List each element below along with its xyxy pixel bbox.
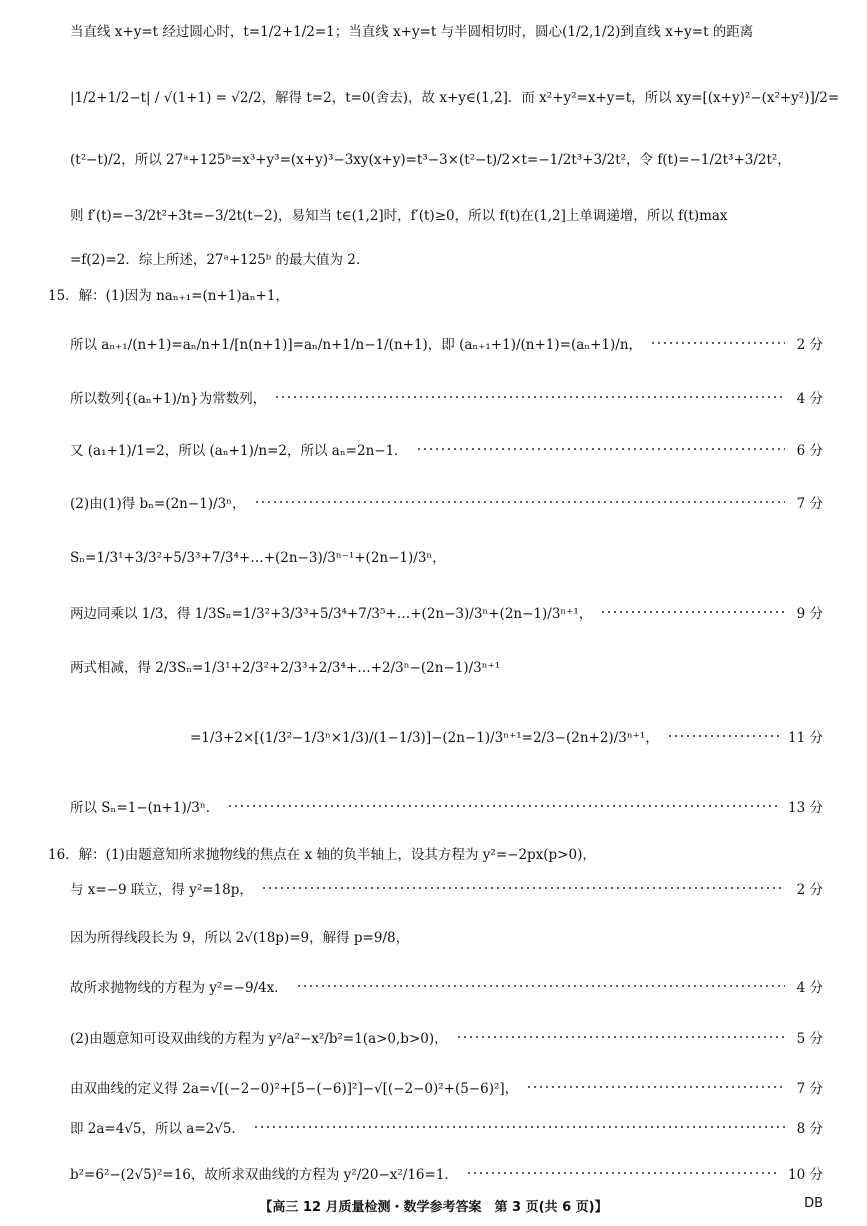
solution-line [70, 333, 823, 353]
score-label: 2 分 [796, 337, 823, 353]
line-text: Sₙ=1/3¹+3/3²+5/3³+7/3⁴+…+(2n−3)/3ⁿ⁻¹+(2n−1)/3ⁿ， [70, 550, 446, 566]
line-text: 16．解：(1)由题意知所求抛物线的焦点在 x 轴的负半轴上，设其方程为 y²=−2px(p>0)， [48, 847, 596, 863]
solution-line [70, 796, 823, 816]
line-text: 所以 Sₙ=1−(n+1)/3ⁿ． [70, 800, 220, 816]
score-label: 7 分 [796, 496, 823, 512]
line-text: (2)由(1)得 bₙ=(2n−1)/3ⁿ， [70, 496, 246, 512]
score-label: 7 分 [796, 1081, 823, 1097]
line-text: b²=6²−(2√5)²=16，故所求双曲线的方程为 y²/20−x²/16=1． [70, 1167, 458, 1183]
dot-leader [667, 735, 780, 737]
solution-line [70, 976, 823, 996]
solution-line [70, 439, 823, 459]
solution-line [70, 248, 823, 268]
line-text: 15．解：(1)因为 naₙ₊₁=(n+1)aₙ+1， [48, 288, 289, 304]
solution-line [70, 926, 823, 946]
score-label: 8 分 [796, 1121, 823, 1137]
dot-leader [526, 1086, 785, 1088]
score-label: 13 分 [788, 800, 823, 816]
question-16-heading [48, 843, 823, 863]
solution-line [70, 1117, 823, 1137]
solution-line [70, 546, 823, 566]
dot-leader [600, 611, 785, 613]
solution-line [70, 492, 823, 512]
solution-line [190, 726, 823, 746]
solution-line [70, 1163, 823, 1183]
score-label: 4 分 [796, 391, 823, 407]
solution-line [70, 86, 840, 106]
line-text: 故所求抛物线的方程为 y²=−9/4x． [70, 980, 288, 996]
line-text: 两式相减，得 2/3Sₙ=1/3¹+2/3²+2/3³+2/3⁴+…+2/3ⁿ−(2n−1)/3ⁿ⁺¹ [70, 660, 501, 676]
score-label: 6 分 [796, 443, 823, 459]
footer-tag: DB [804, 1196, 823, 1211]
question-15-heading [48, 284, 823, 304]
line-text: 由双曲线的定义得 2a=√[(−2−0)²+[5−(−6)]²]−√[(−2−0)²+(5−6)²]， [70, 1081, 519, 1097]
dot-leader [253, 1126, 785, 1128]
solution-line [70, 148, 823, 168]
solution-line [70, 204, 823, 224]
dot-leader [274, 396, 785, 398]
line-text: 即 2a=4√5，所以 a=2√5． [70, 1121, 245, 1137]
score-label: 10 分 [788, 1167, 823, 1183]
solution-line [70, 1027, 823, 1047]
score-label: 11 分 [788, 730, 823, 746]
dot-leader [466, 1172, 780, 1174]
line-text: 两边同乘以 1/3，得 1/3Sₙ=1/3²+3/3³+5/3⁴+7/3⁵+…+(2n−3)/3ⁿ+(2n−1)/3ⁿ⁺¹， [70, 606, 593, 622]
score-label: 2 分 [796, 882, 823, 898]
score-label: 5 分 [796, 1031, 823, 1047]
solution-line [70, 602, 823, 622]
solution-line [70, 1077, 823, 1097]
line-text: |1/2+1/2−t| / √(1+1) = √2/2，解得 t=2，t=0(舍去)，故 x+y∈(1,2]．而 x²+y²=x+y=t，所以 xy=[(x+y)²−(x²+y²)]/2= [70, 90, 840, 106]
line-text: 所以数列{(aₙ+1)/n}为常数列， [70, 391, 267, 407]
line-text: 因为所得线段长为 9，所以 2√(18p)=9，解得 p=9/8， [70, 930, 410, 946]
solution-line [70, 656, 823, 676]
line-text: 又 (a₁+1)/1=2，所以 (aₙ+1)/n=2，所以 aₙ=2n−1． [70, 443, 408, 459]
line-text: 与 x=−9 联立，得 y²=18p， [70, 882, 253, 898]
line-text: (t²−t)/2，所以 27ᵃ+125ᵇ=x³+y³=(x+y)³−3xy(x+y)=t³−3×(t²−t)/2×t=−1/2t³+3/2t²，令 f(t)=−1/2t³+3/2t²， [70, 152, 791, 168]
line-text: (2)由题意知可设双曲线的方程为 y²/a²−x²/b²=1(a>0,b>0)， [70, 1031, 448, 1047]
line-text: =f(2)=2．综上所述，27ᵃ+125ᵇ 的最大值为 2． [70, 252, 370, 268]
dot-leader [296, 985, 785, 987]
line-text: =1/3+2×[(1/3²−1/3ⁿ×1/3)/(1−1/3)]−(2n−1)/3ⁿ⁺¹=2/3−(2n+2)/3ⁿ⁺¹， [190, 730, 659, 746]
dot-leader [456, 1036, 785, 1038]
solution-line [70, 387, 823, 407]
dot-leader [416, 448, 785, 450]
line-text: 当直线 x+y=t 经过圆心时，t=1/2+1/2=1；当直线 x+y=t 与半圆相切时，圆心(1/2,1/2)到直线 x+y=t 的距离 [70, 24, 754, 40]
dot-leader [261, 887, 785, 889]
page-footer: 【高三 12 月质量检测・数学参考答案 第 3 页(共 6 页)】 [259, 1200, 608, 1215]
dot-leader [254, 501, 785, 503]
dot-leader [650, 342, 785, 344]
line-text: 所以 aₙ₊₁/(n+1)=aₙ/n+1/[n(n+1)]=aₙ/n+1/n−1/(n+1)，即 (aₙ₊₁+1)/(n+1)=(aₙ+1)/n， [70, 337, 643, 353]
solution-line [70, 20, 823, 40]
dot-leader [227, 805, 780, 807]
line-text: 则 f′(t)=−3/2t²+3t=−3/2t(t−2)，易知当 t∈(1,2]时，f′(t)≥0，所以 f(t)在(1,2]上单调递增，所以 f(t)max [70, 208, 728, 224]
score-label: 4 分 [796, 980, 823, 996]
score-label: 9 分 [796, 606, 823, 622]
solution-line [70, 878, 823, 898]
